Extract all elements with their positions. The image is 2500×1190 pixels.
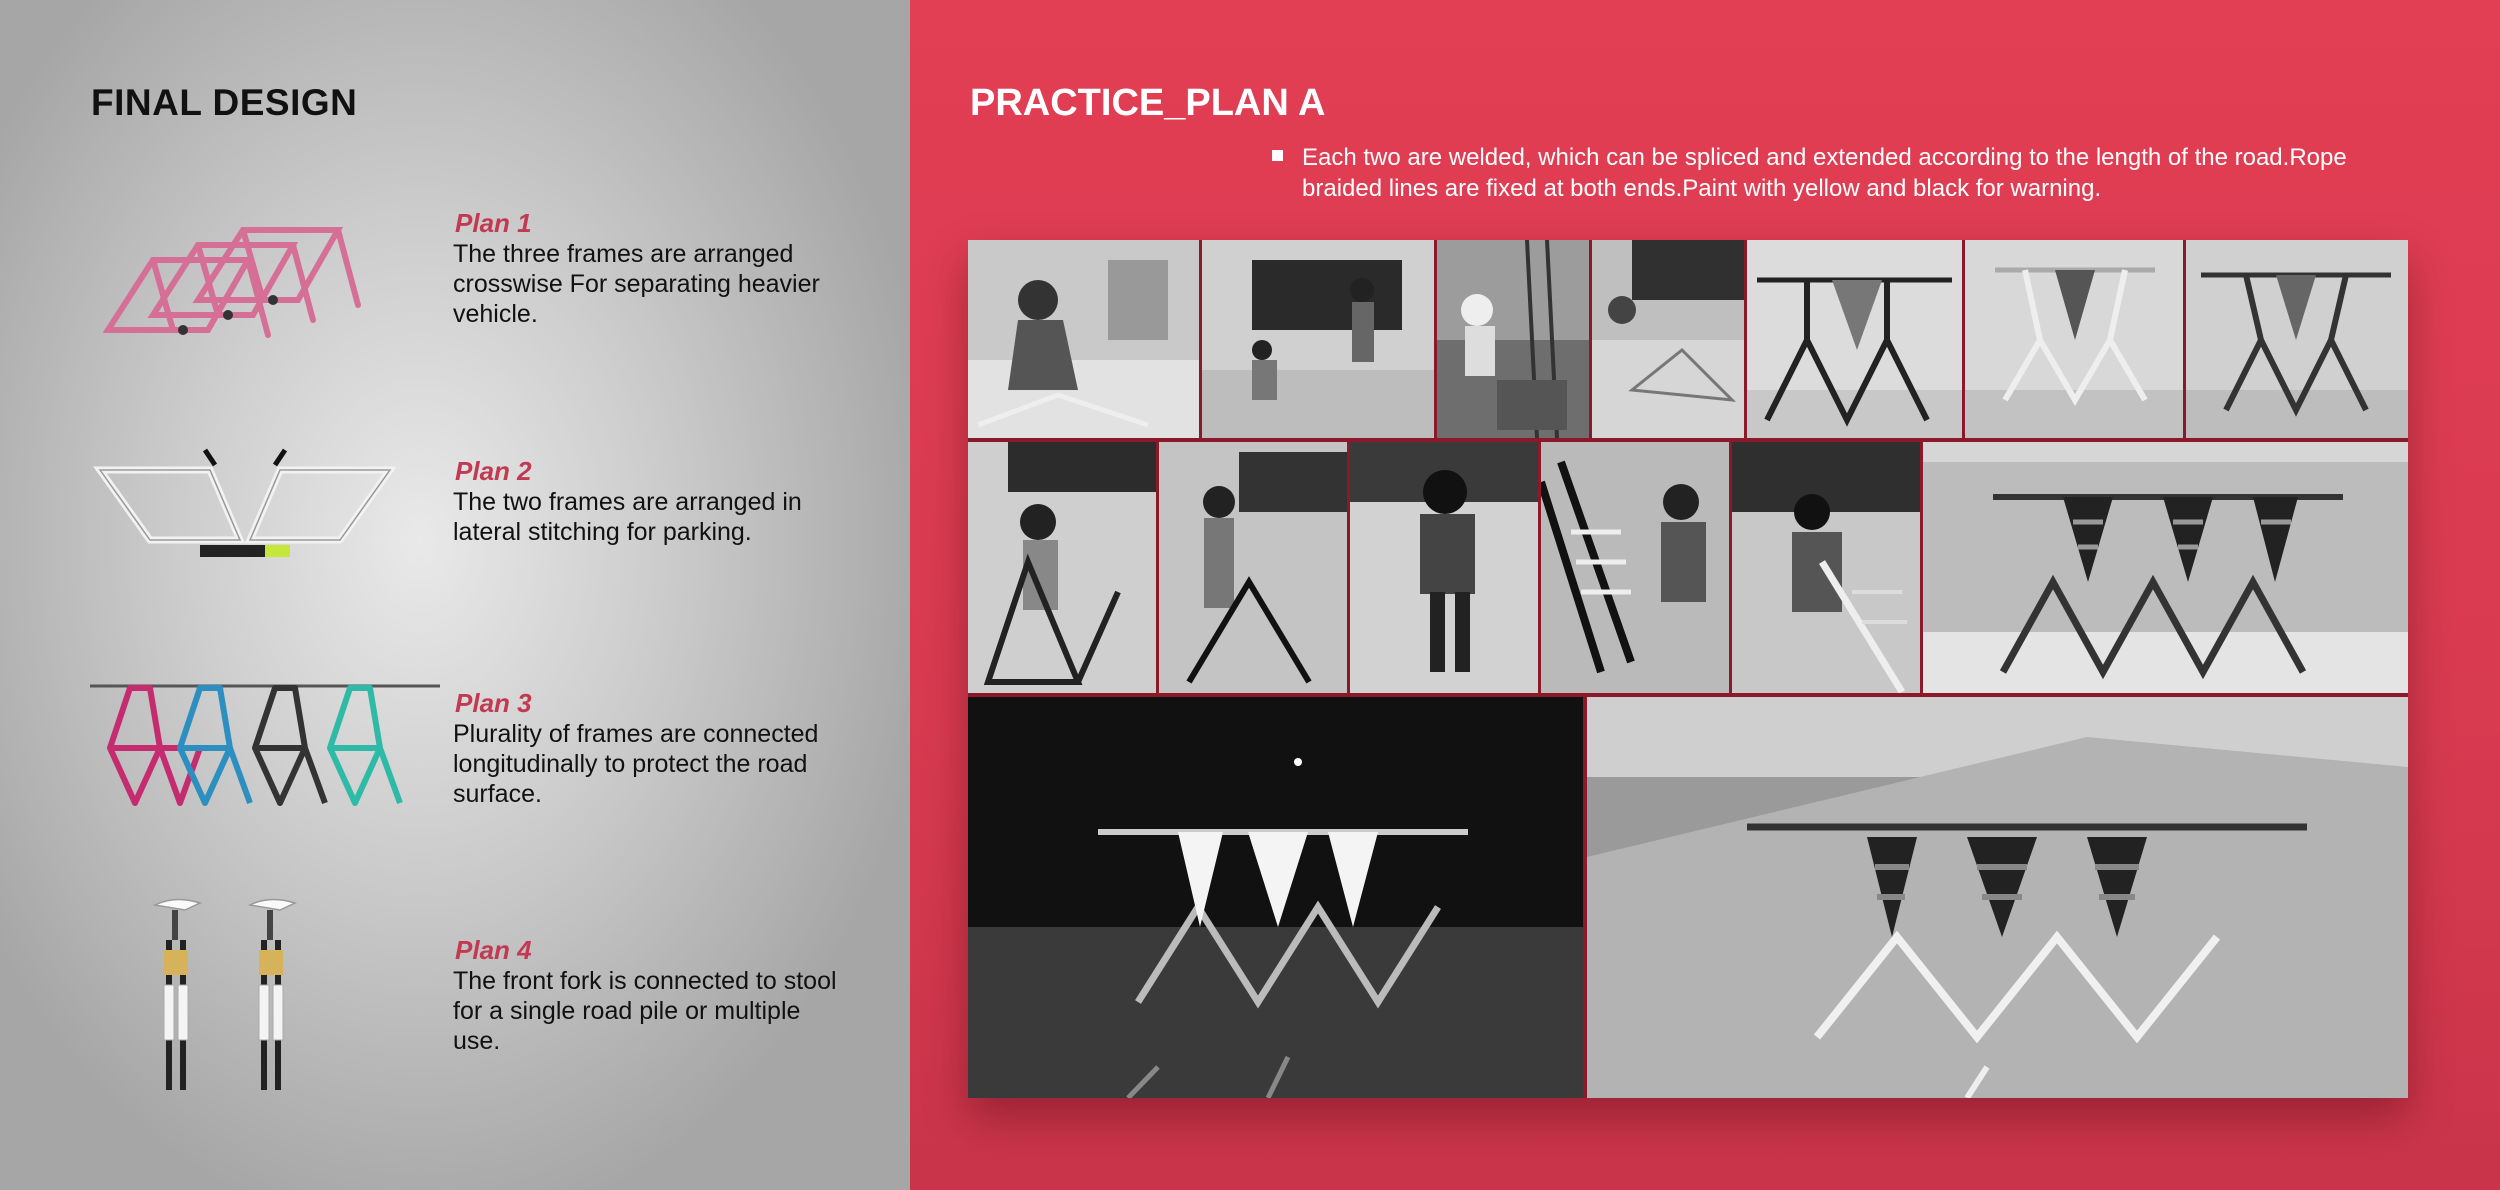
practice-note: Each two are welded, which can be spliced and extended according to the length of the road.Rope braided lines are fixed at both ends.Paint with yellow and black for warning.: [1302, 144, 2347, 202]
plan-2-title: Plan 2: [455, 456, 532, 486]
photo-student-assembling-frame: [968, 442, 1156, 693]
practice-title: PRACTICE_PLAN A: [970, 82, 1326, 124]
plan-3-title: Plan 3: [455, 688, 532, 718]
photo-frame-pair-on-board-alt: [2186, 240, 2408, 438]
photo-frames-on-floor: [1592, 240, 1744, 438]
plan-4-image: [150, 895, 330, 1105]
photo-welding-frame-closeup: [1437, 240, 1589, 438]
plan-1-image: [98, 190, 398, 360]
photo-workshop-student-crouching: [968, 240, 1199, 438]
final-design-title: FINAL DESIGN: [91, 82, 358, 123]
plan-4-title: Plan 4: [455, 935, 532, 965]
plan-2-image: [90, 445, 400, 570]
photo-joined-frames-with-triangle: [1747, 240, 1962, 438]
photo-classroom-workshop-group: [1202, 240, 1434, 438]
plan-4-description: The front fork is connected to stool for a single road pile or multiple use.: [453, 967, 837, 1055]
photo-barrier-on-road: [1587, 697, 2408, 1098]
photo-barrier-at-night: [968, 697, 1583, 1098]
plan-3-description: Plurality of frames are connected longitudinally to protect the road surface.: [453, 720, 819, 808]
final-design-panel: [0, 0, 910, 1190]
plan-1-title: Plan 1: [455, 208, 532, 238]
bullet-square-icon: [1272, 150, 1283, 161]
photo-frame-pair-on-board: [1965, 240, 2183, 438]
photo-finished-barrier-indoor: [1923, 442, 2408, 693]
plan-2-description: The two frames are arranged in lateral stitching for parking.: [453, 488, 802, 546]
practice-panel: [910, 0, 2500, 1190]
photo-student-wrapping-rope: [1541, 442, 1729, 693]
photo-student-holding-frame: [1159, 442, 1347, 693]
plan-1-description: The three frames are arranged crosswise For separating heavier vehicle.: [453, 240, 820, 328]
plan-3-image: [90, 678, 440, 813]
photo-student-measuring: [1350, 442, 1538, 693]
photo-grid: [968, 240, 2408, 1098]
photo-student-with-drill: [1732, 442, 1920, 693]
